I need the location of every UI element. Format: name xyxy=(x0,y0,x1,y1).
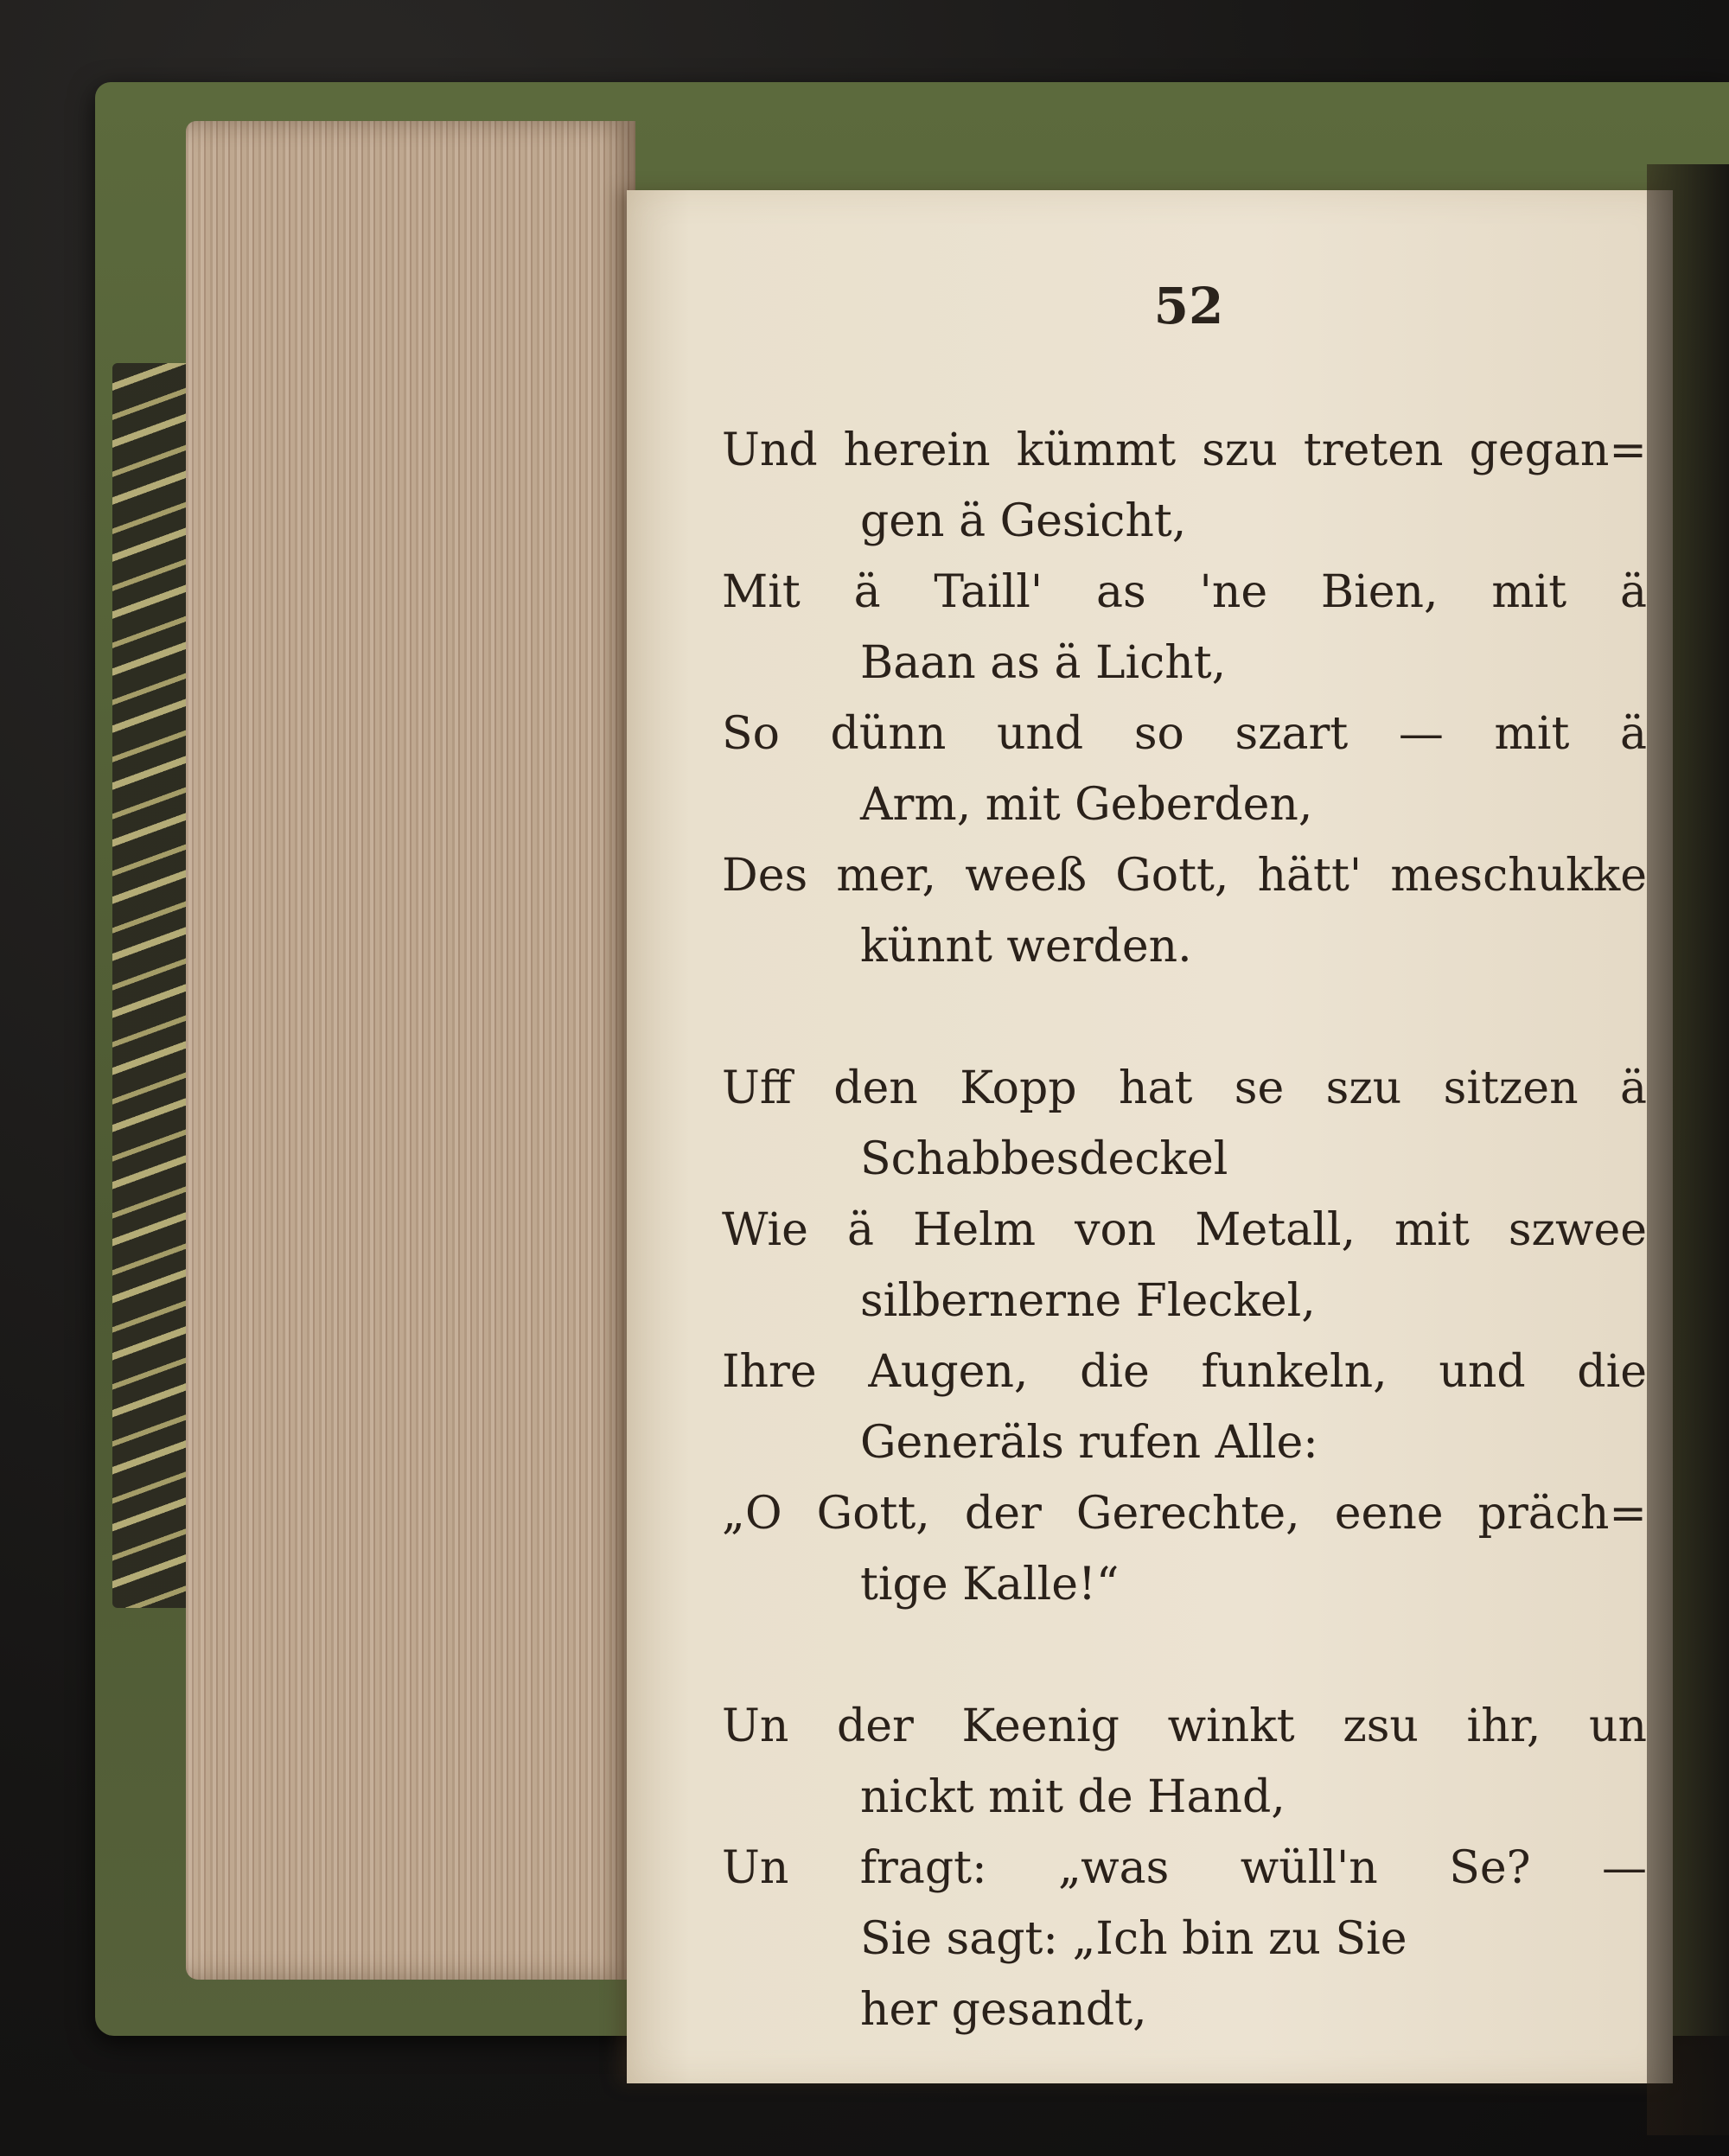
page-number: 52 xyxy=(1153,277,1224,335)
poem-text xyxy=(722,415,1647,2045)
poem-line: künnt werden. xyxy=(860,921,1192,973)
stanza-gap xyxy=(722,982,1647,1053)
stanza-gap xyxy=(722,1620,1647,1691)
poem-line: Mit ä Taill' as 'ne Bien, mit ä xyxy=(722,566,1647,618)
poem-line: silbernerne Fleckel, xyxy=(860,1275,1316,1327)
poem-line: Un der Keenig winkt zsu ihr, un xyxy=(722,1700,1647,1752)
poem-line: tige Kalle!“ xyxy=(860,1559,1120,1611)
poem-line: nickt mit de Hand, xyxy=(860,1771,1286,1823)
poem-line: Arm, mit Geberden, xyxy=(860,779,1313,831)
gutter-shadow xyxy=(1647,164,1729,2135)
poem-line: Und herein kümmt szu treten gegan= xyxy=(722,424,1647,476)
poem-line: Uff den Kopp hat se szu sitzen ä xyxy=(722,1062,1647,1114)
poem-line: Generäls rufen Alle: xyxy=(860,1417,1318,1469)
stanza-1 xyxy=(722,415,1647,982)
poem-line: „O Gott, der Gerechte, eene präch= xyxy=(722,1488,1647,1540)
stanza-2 xyxy=(722,1053,1647,1620)
page-block-edge xyxy=(186,121,635,1980)
poem-line: Des mer, weeß Gott, hätt' meschukke xyxy=(722,850,1647,902)
poem-line: Schabbesdeckel xyxy=(860,1133,1228,1185)
poem-line: Sie sagt: „Ich bin zu Sie xyxy=(860,1913,1407,1965)
poem-line: Un fragt: „was wüll'n Se? — xyxy=(722,1842,1647,1894)
stanza-3 xyxy=(722,1691,1647,2045)
poem-line: Baan as ä Licht, xyxy=(860,637,1227,689)
poem-line: gen ä Gesicht, xyxy=(860,495,1187,547)
poem-line: Ihre Augen, die funkeln, und die xyxy=(722,1346,1647,1398)
poem-line: So dünn und so szart — mit ä xyxy=(722,708,1647,760)
poem-line: her gesandt, xyxy=(860,1984,1147,2036)
poem-line: Wie ä Helm von Metall, mit szwee xyxy=(722,1204,1647,1256)
